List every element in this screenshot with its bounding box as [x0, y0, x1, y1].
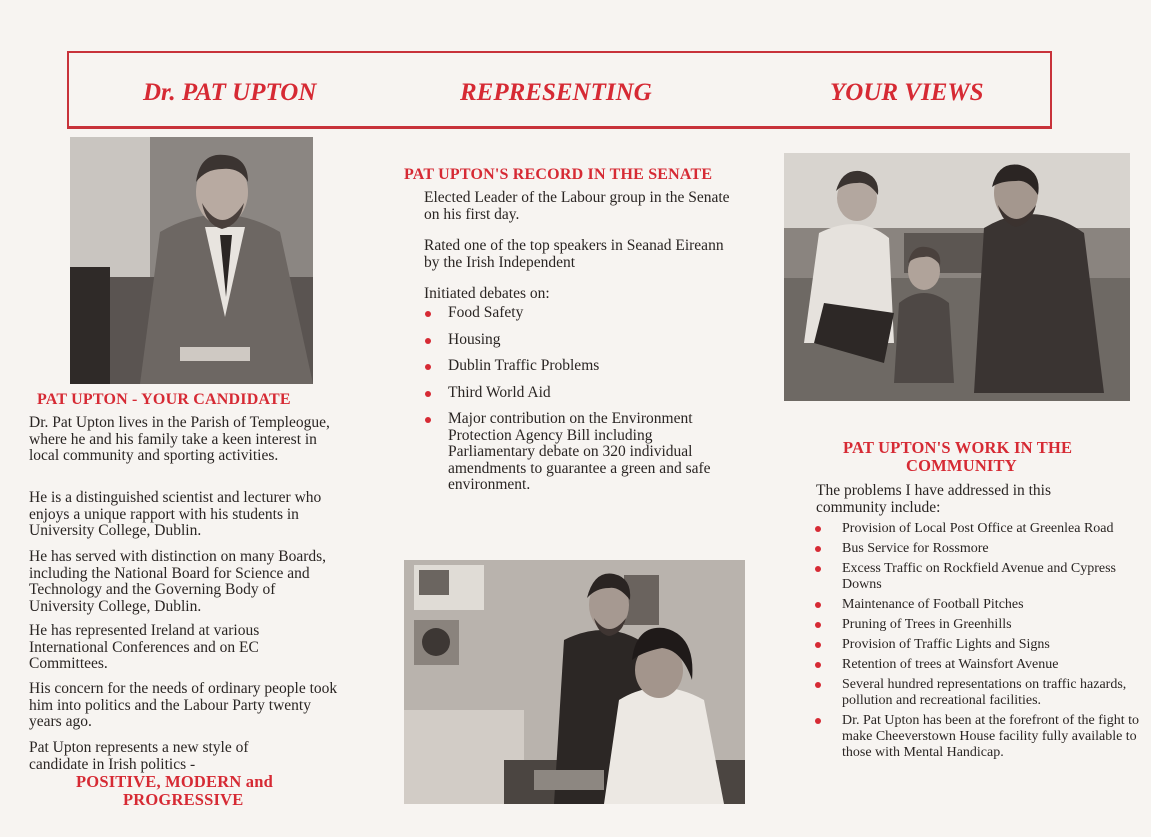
list-item: Third World Aid — [425, 385, 745, 402]
senate-para-1: Elected Leader of the Labour group in the Senate on his first day. — [424, 189, 730, 223]
bullet-icon — [425, 311, 431, 317]
office-photo — [404, 560, 745, 804]
senate-heading: PAT UPTON'S RECORD IN THE SENATE — [404, 166, 713, 183]
candidate-para-3: He has served with distinction on many Boards, including the National Board for Science and Technology and the Governing Body of University College, Dublin. — [29, 548, 327, 615]
list-item: Retention of trees at Wainsfort Avenue — [814, 657, 1134, 673]
candidate-para-2: He is a distinguished scientist and lecturer who enjoys a unique rapport with his students in University College, Dublin. — [29, 489, 322, 539]
slogan-line-1: POSITIVE, MODERN and — [76, 772, 273, 791]
community-heading-line-1: PAT UPTON'S WORK IN THE — [843, 438, 1073, 457]
portrait-photo — [70, 137, 313, 384]
family-illustration — [784, 153, 1130, 401]
bullet-icon — [815, 662, 821, 668]
list-item: Several hundred representations on traffic hazards, pollution and recreational facilities. — [814, 677, 1142, 709]
bullet-icon — [815, 546, 821, 552]
community-intro: The problems I have addressed in this community include: — [816, 482, 1052, 516]
banner-representing: REPRESENTING — [460, 79, 652, 106]
bullet-icon — [815, 622, 821, 628]
office-illustration — [404, 560, 745, 804]
candidate-para-5: His concern for the needs of ordinary people took him into politics and the Labour Party twenty years ago. — [29, 680, 338, 730]
bullet-icon — [815, 566, 821, 572]
bullet-icon — [815, 642, 821, 648]
bullet-icon — [815, 718, 821, 724]
list-item: Bus Service for Rossmore — [814, 541, 1134, 557]
banner-your-views: YOUR VIEWS — [830, 79, 984, 106]
list-item: Dr. Pat Upton has been at the forefront of the fight to make Cheeverstown House facility fully available to those with Mental Handicap. — [814, 713, 1142, 761]
bullet-icon — [425, 364, 431, 370]
senate-debate-list — [425, 305, 745, 494]
bullet-icon — [425, 338, 431, 344]
candidate-heading: PAT UPTON - YOUR CANDIDATE — [37, 391, 291, 408]
title-banner — [67, 51, 1052, 129]
list-item: Major contribution on the Environment Protection Agency Bill including Parliamentary debate on 320 individual amendments to guarantee a green and safe environment. — [425, 411, 738, 494]
portrait-illustration — [70, 137, 313, 384]
senate-para-2: Rated one of the top speakers in Seanad Eireann by the Irish Independent — [424, 237, 724, 271]
community-work-list — [814, 521, 1140, 765]
list-item: Excess Traffic on Rockfield Avenue and Cypress Downs — [814, 561, 1142, 593]
list-item: Housing — [425, 332, 745, 349]
bullet-icon — [425, 391, 431, 397]
community-heading-line-2: COMMUNITY — [906, 456, 1017, 475]
list-item: Provision of Local Post Office at Greenlea Road — [814, 521, 1122, 537]
list-item: Pruning of Trees in Greenhills — [814, 617, 1134, 633]
bullet-icon — [815, 602, 821, 608]
bullet-icon — [815, 682, 821, 688]
list-item: Maintenance of Football Pitches — [814, 597, 1134, 613]
bullet-icon — [425, 417, 431, 423]
senate-para-3: Initiated debates on: — [424, 285, 550, 302]
family-photo — [784, 153, 1130, 401]
candidate-para-6: Pat Upton represents a new style of candidate in Irish politics - — [29, 739, 249, 773]
banner-name: Dr. PAT UPTON — [143, 79, 317, 106]
list-item: Provision of Traffic Lights and Signs — [814, 637, 1134, 653]
candidate-para-4: He has represented Ireland at various International Conferences and on EC Committees. — [29, 622, 260, 672]
slogan-line-2: PROGRESSIVE — [123, 790, 244, 809]
bullet-icon — [815, 526, 821, 532]
list-item: Dublin Traffic Problems — [425, 358, 745, 375]
list-item: Food Safety — [425, 305, 745, 322]
candidate-para-1: Dr. Pat Upton lives in the Parish of Templeogue, where he and his family take a keen interest in local community and sporting activities. — [29, 414, 330, 464]
